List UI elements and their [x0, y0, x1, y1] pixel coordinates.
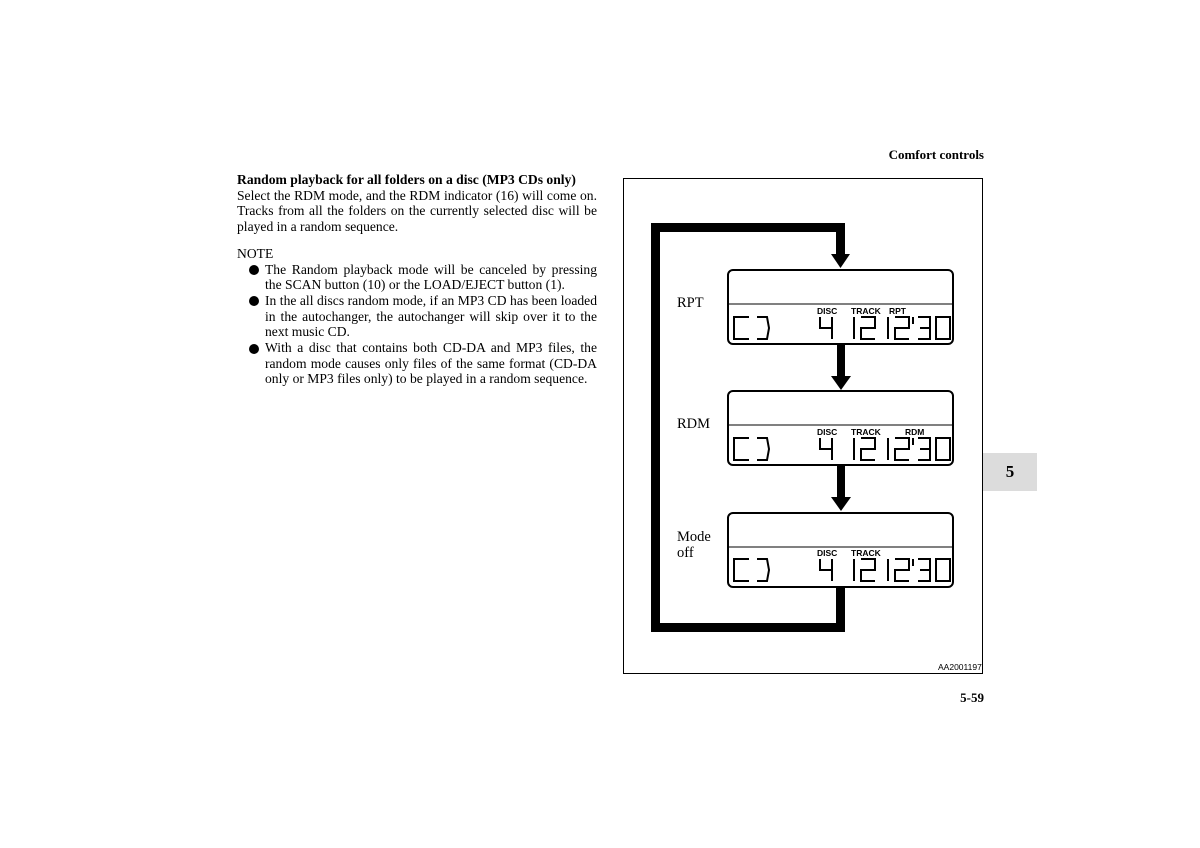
bullet-icon [249, 344, 259, 354]
disc-indicator: DISC [817, 306, 838, 316]
mode-label: RDM [677, 416, 711, 432]
mode-label: RPT [677, 295, 704, 311]
figure-code: AA2001197 [938, 662, 982, 672]
lcd-display-rdm [677, 391, 953, 465]
down-arrow-icon [831, 345, 851, 390]
bullet-icon [249, 296, 259, 306]
body-paragraph: Select the RDM mode, and the RDM indicator (16) will come on. Tracks from all the folders on the currently selected disc will be played in a random sequence. [237, 187, 597, 235]
figure-diagram [624, 179, 984, 675]
track-indicator: TRACK [851, 548, 881, 558]
note-label: NOTE [237, 245, 274, 261]
lcd-display-rpt [677, 270, 953, 344]
disc-indicator: DISC [817, 427, 838, 437]
subheading: Random playback for all folders on a disc (MP3 CDs only) [237, 172, 576, 187]
note-item [237, 340, 597, 387]
lcd-display-mode-off [677, 513, 953, 587]
page-number: 5-59 [960, 690, 984, 705]
section-title: Comfort controls [888, 147, 984, 162]
track-indicator: TRACK [851, 427, 881, 437]
chapter-tab: 5 [983, 453, 1037, 491]
mode-indicator: RDM [905, 427, 925, 437]
bullet-icon [249, 265, 259, 275]
text-column [237, 172, 597, 387]
display-mode-figure [623, 178, 983, 674]
note-text: The Random playback mode will be canceled by pressing the SCAN button (10) or the LOAD/EJECT button (1). [265, 261, 597, 293]
mode-label-line2: off [677, 545, 694, 561]
mode-indicator: RPT [889, 306, 906, 316]
note-text: In the all discs random mode, if an MP3 CD has been loaded in the autochanger, the autochanger will skip over it to the next music CD. [265, 292, 597, 340]
note-text: With a disc that contains both CD-DA and MP3 files, the random mode causes only files of the same format (CD-DA only or MP3 files only) to be played in a random sequence. [265, 340, 597, 387]
disc-indicator: DISC [817, 548, 838, 558]
mode-label: Mode [677, 529, 711, 545]
down-arrow-icon [831, 466, 851, 511]
note-list [237, 262, 597, 388]
note-item [237, 262, 597, 293]
track-indicator: TRACK [851, 306, 881, 316]
note-item [237, 293, 597, 340]
